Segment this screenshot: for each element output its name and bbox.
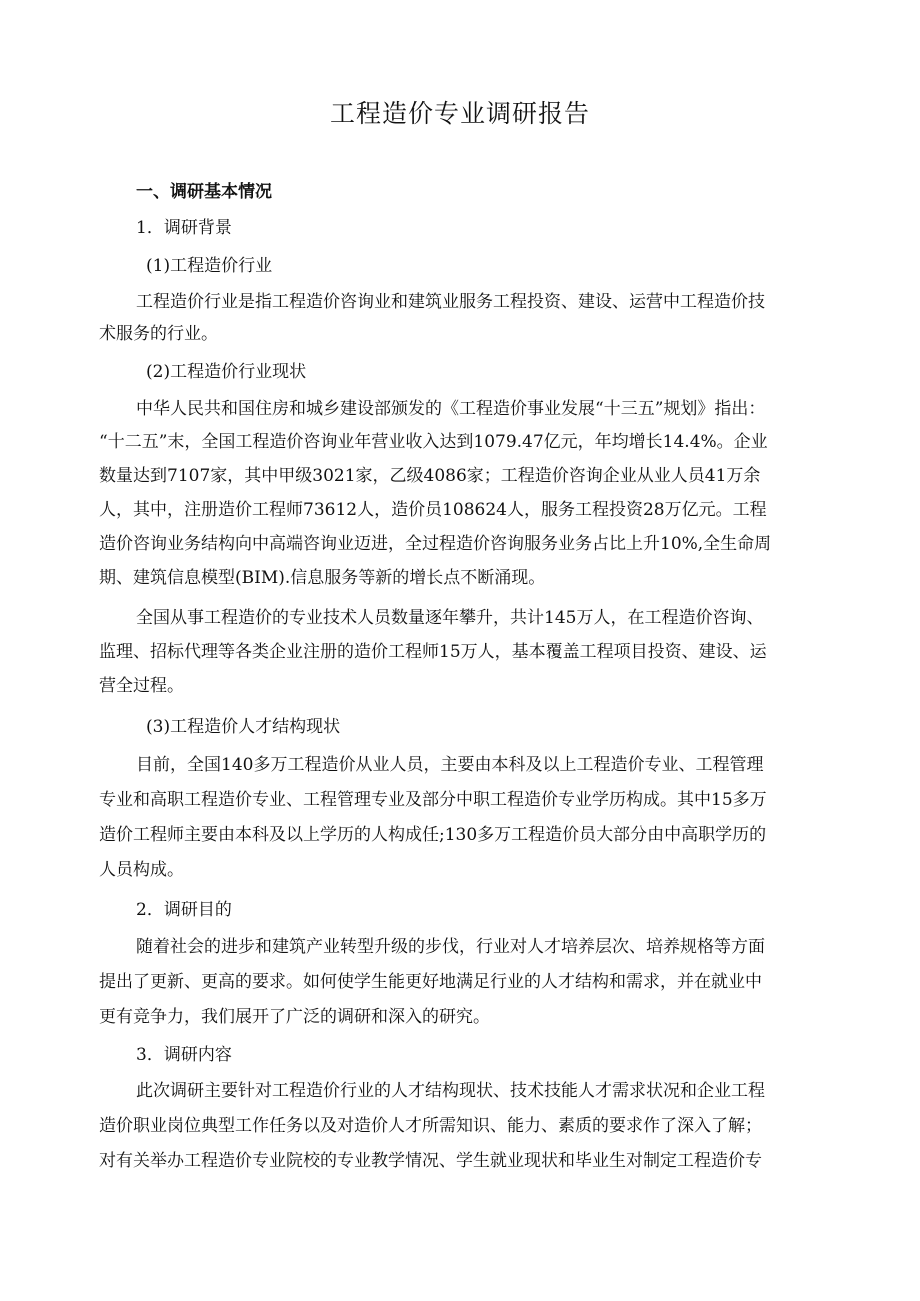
paragraph-line: 目前，全国140多万工程造价从业人员，主要由本科及以上工程造价专业、工程管理 bbox=[136, 755, 764, 775]
paragraph-line: 提出了更新、更高的要求。如何使学生能更好地满足行业的人才结构和需求，并在就业中 bbox=[99, 972, 762, 992]
subsection-heading: 1．调研背景 bbox=[136, 218, 232, 238]
item-heading: (1)工程造价行业 bbox=[146, 256, 273, 276]
paragraph-line: 营全过程。 bbox=[99, 676, 184, 696]
paragraph-line: 造价职业岗位典型工作任务以及对造价人才所需知识、能力、素质的要求作了深入了解； bbox=[99, 1116, 762, 1136]
paragraph-line: 更有竞争力，我们展开了广泛的调研和深入的研究。 bbox=[99, 1007, 490, 1027]
paragraph-line: 工程造价行业是指工程造价咨询业和建筑业服务工程投资、建设、运营中工程造价技 bbox=[136, 292, 765, 312]
paragraph-line: 术服务的行业。 bbox=[99, 324, 218, 344]
paragraph-line: 监理、招标代理等各类企业注册的造价工程师15万人，基本覆盖工程项目投资、建设、运 bbox=[99, 642, 767, 662]
subsection-heading: 3．调研内容 bbox=[136, 1045, 232, 1065]
paragraph-line: 期、建筑信息模型(BIM).信息服务等新的增长点不断涌现。 bbox=[99, 568, 546, 588]
paragraph-line: 人员构成。 bbox=[99, 860, 184, 880]
subsection-heading: 2．调研目的 bbox=[136, 900, 232, 920]
paragraph-line: 造价工程师主要由本科及以上学历的人构成任;130多万工程造价员大部分由中高职学历的 bbox=[99, 825, 767, 845]
paragraph-line: 全国从事工程造价的专业技术人员数量逐年攀升，共计145万人，在工程造价咨询、 bbox=[136, 608, 764, 628]
paragraph-line: “十二五”末，全国工程造价咨询业年营业收入达到1079.47亿元，年均增长14.4%。企业 bbox=[99, 432, 768, 452]
paragraph-line: 中华人民共和国住房和城乡建设部颁发的《工程造价事业发展“十三五”规划》指出： bbox=[136, 399, 766, 419]
paragraph-line: 造价咨询业务结构向中高端咨询业迈进，全过程造价咨询服务业务占比上升10%,全生命周 bbox=[99, 534, 772, 554]
section-heading: 一、调研基本情况 bbox=[136, 182, 272, 202]
paragraph-line: 专业和高职工程造价专业、工程管理专业及部分中职工程造价专业学历构成。其中15多万 bbox=[99, 790, 767, 810]
paragraph-line: 人，其中，注册造价工程师73612人，造价员108624人，服务工程投资28万亿元。工程 bbox=[99, 500, 767, 520]
paragraph-line: 随着社会的进步和建筑产业转型升级的步伐，行业对人才培养层次、培养规格等方面 bbox=[136, 937, 765, 957]
page-title: 工程造价专业调研报告 bbox=[329, 99, 590, 128]
paragraph-line: 对有关举办工程造价专业院校的专业教学情况、学生就业现状和毕业生对制定工程造价专 bbox=[99, 1151, 762, 1171]
item-heading: (2)工程造价行业现状 bbox=[146, 362, 307, 382]
item-heading: (3)工程造价人才结构现状 bbox=[146, 717, 341, 737]
paragraph-line: 此次调研主要针对工程造价行业的人才结构现状、技术技能人才需求状况和企业工程 bbox=[136, 1081, 765, 1101]
paragraph-line: 数量达到7107家，其中甲级3021家，乙级4086家；工程造价咨询企业从业人员41万余 bbox=[99, 466, 761, 486]
